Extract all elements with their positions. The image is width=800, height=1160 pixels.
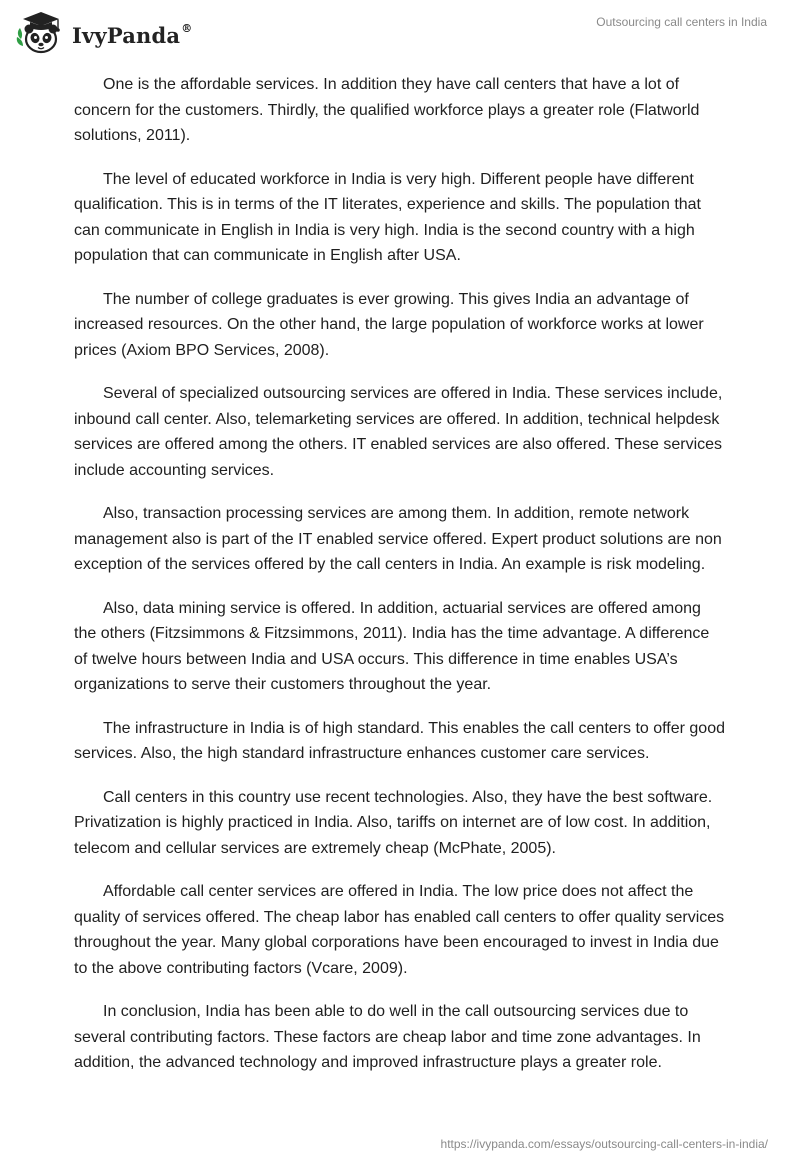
essay-body	[74, 72, 726, 1094]
ivypanda-logo[interactable]	[14, 8, 192, 60]
brand-name	[72, 23, 192, 48]
source-url-link[interactable]: https://ivypanda.com/essays/outsourcing-call-centers-in-india/	[440, 1137, 768, 1151]
panda-graduation-cap-icon	[14, 8, 66, 60]
paragraph-6: Also, data mining service is offered. In addition, actuarial services are offered among the others (Fitzsimmons & Fitzsimmons, 2011). India has the time advantage. A difference of twelve hours between India and USA occurs. This difference in time enables USA’s organizations to serve their customers throughout the year.	[74, 599, 710, 693]
paragraph-4: Several of specialized outsourcing services are offered in India. These services include, inbound call center. Also, telemarketing services are offered. In addition, technical helpdesk services are offered among the others. IT enabled services are also offered. These services include accounting services.	[74, 385, 723, 479]
paragraph-9: Affordable call center services are offered in India. The low price does not affect the quality of services offered. The cheap labor has enabled call centers to offer quality services throughout the year. Many global corporations have been encouraged to invest in India due to the above contributing factors (Vcare, 2009).	[74, 883, 725, 977]
paragraph-2: The level of educated workforce in India is very high. Different people have different qualification. This is in terms of the IT literates, experience and skills. The population that can communicate in English in India is very high. India is the second country with a high population that can communicate in English after USA.	[74, 170, 701, 264]
brand-name-text: IvyPanda	[72, 22, 181, 48]
registered-mark: ®	[181, 21, 193, 35]
paragraph-8: Call centers in this country use recent technologies. Also, they have the best software. Privatization is highly practiced in India. Also, tariffs on internet are of low cost. In addition, telecom and cellular services are extremely cheap (McPhate, 2005).	[74, 788, 713, 857]
paragraph-3: The number of college graduates is ever growing. This gives India an advantage of increased resources. On the other hand, the large population of workforce works at lower prices (Axiom BPO Services, 2008).	[74, 290, 704, 359]
paragraph-5: Also, transaction processing services are among them. In addition, remote network management also is part of the IT enabled service offered. Expert product solutions are non exception of the services offered by the call centers in India. An example is risk modeling.	[74, 505, 722, 573]
page-header	[0, 0, 800, 72]
paragraph-1: One is the affordable services. In addition they have call centers that have a lot of concern for the customers. Thirdly, the qualified workforce plays a greater role (Flatworld solutions, 2011).	[74, 76, 700, 144]
paragraph-7: The infrastructure in India is of high standard. This enables the call centers to offer good services. Also, the high standard infrastructure enhances customer care services.	[74, 719, 725, 762]
document-title: Outsourcing call centers in India	[596, 15, 767, 29]
paragraph-10: In conclusion, India has been able to do well in the call outsourcing services due to several contributing factors. These factors are cheap labor and time zone advantages. In addition, the advanced technology and improved infrastructure plays a greater role.	[74, 1003, 701, 1071]
